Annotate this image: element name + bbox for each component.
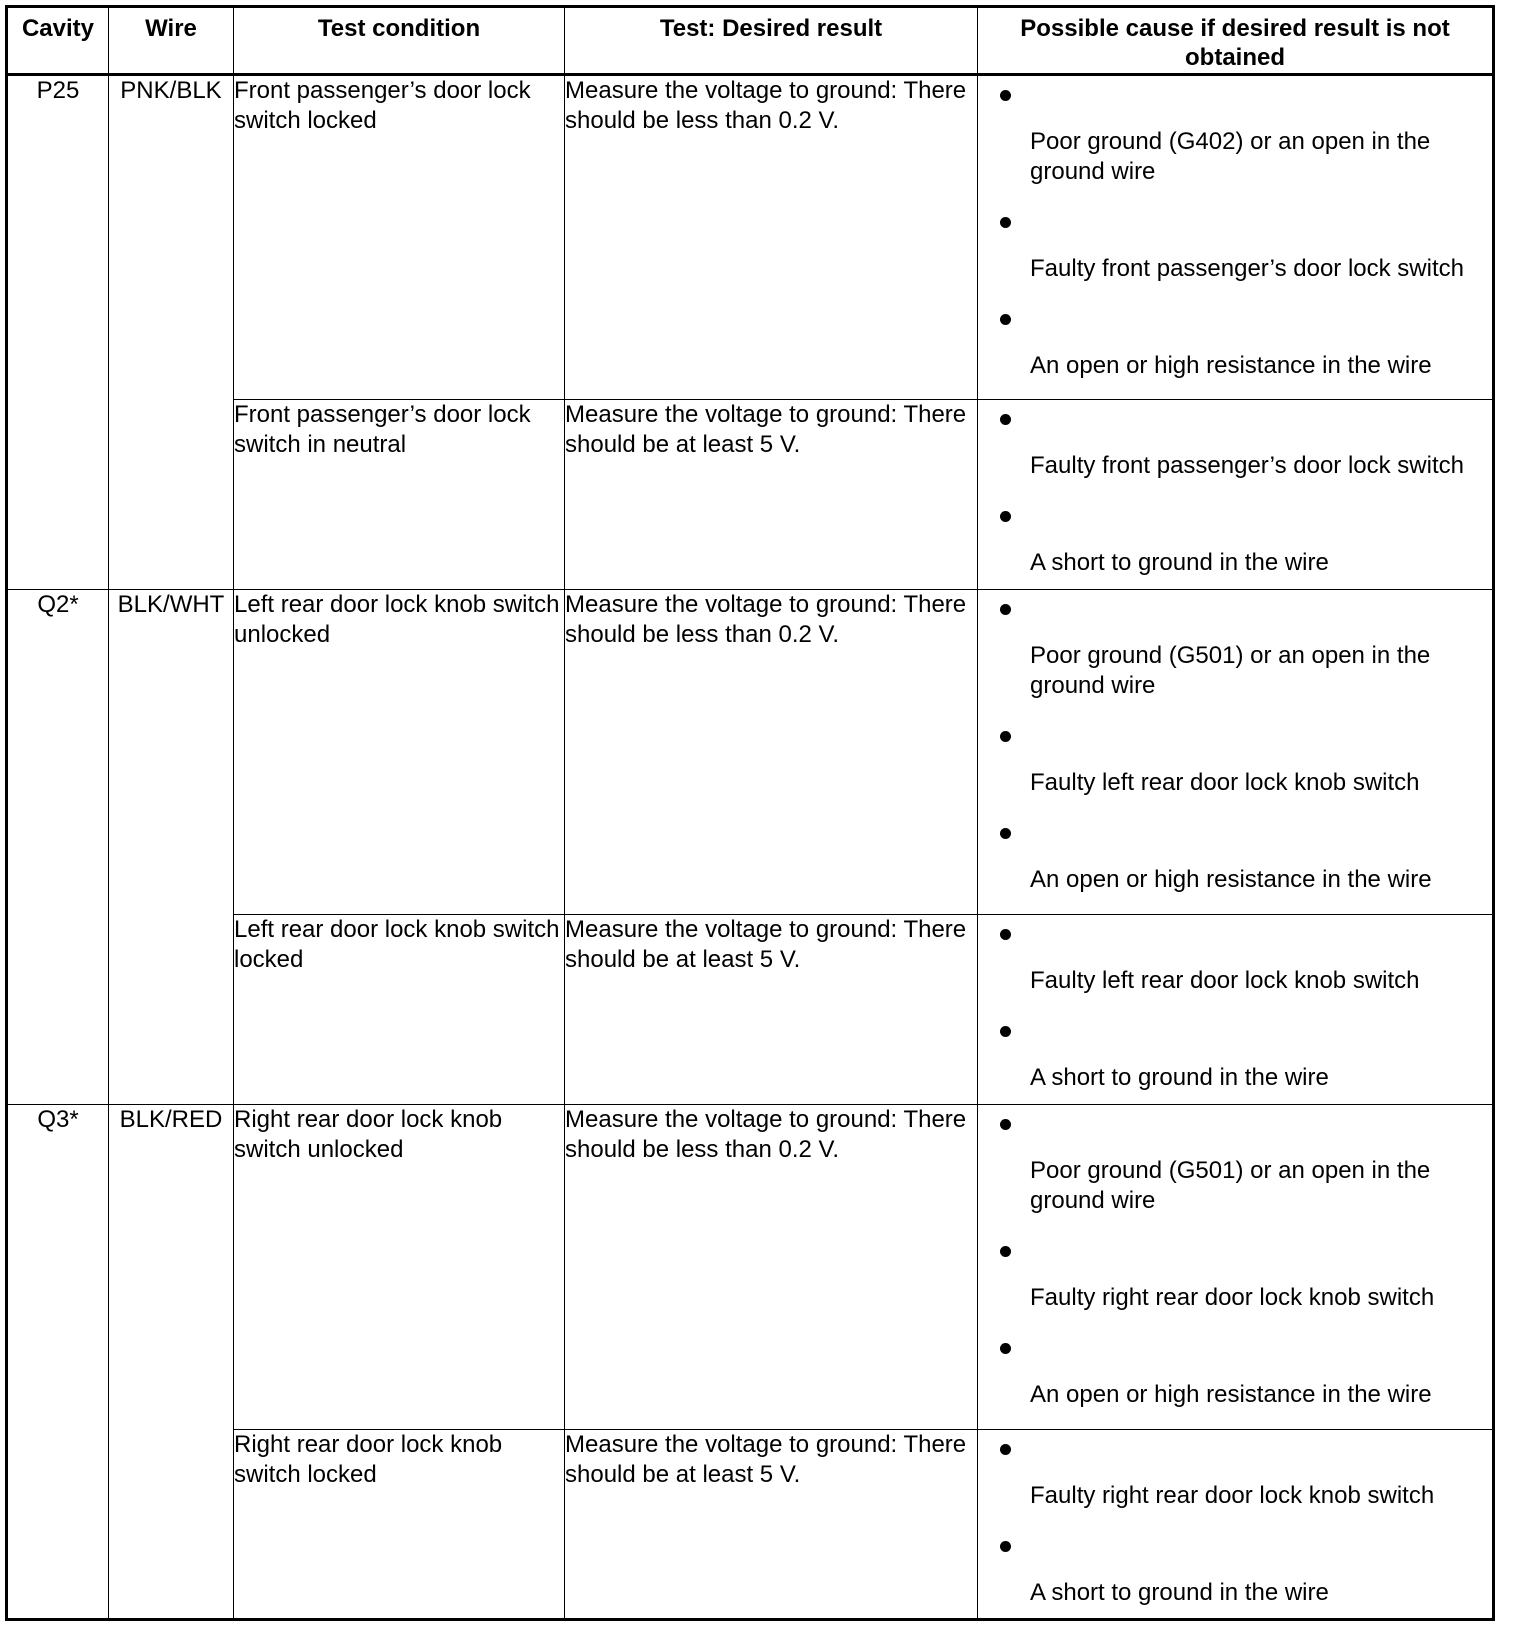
test-condition-cell: Front passenger’s door lock switch locked bbox=[234, 75, 565, 400]
cause-text: Faulty right rear door lock knob switch bbox=[1030, 1482, 1435, 1509]
header-wire: Wire bbox=[109, 7, 234, 75]
bullet-icon bbox=[1000, 1026, 1011, 1037]
cause-list-item bbox=[978, 1216, 1492, 1313]
cause-text: Faulty front passenger’s door lock switch bbox=[1030, 255, 1464, 282]
table-row bbox=[7, 590, 1494, 915]
bullet-icon bbox=[1000, 511, 1011, 522]
desired-result-cell: Measure the voltage to ground: There should be at least 5 V. bbox=[565, 1430, 978, 1620]
cause-list-item bbox=[978, 481, 1492, 578]
desired-result-cell: Measure the voltage to ground: There should be at least 5 V. bbox=[565, 400, 978, 590]
cause-list-item bbox=[978, 284, 1492, 381]
cause-list-item bbox=[978, 76, 1492, 187]
possible-cause-cell bbox=[978, 400, 1494, 590]
desired-result-cell: Measure the voltage to ground: There should be less than 0.2 V. bbox=[565, 75, 978, 400]
cause-list-item bbox=[978, 1511, 1492, 1608]
possible-cause-cell bbox=[978, 590, 1494, 915]
test-condition-cell: Left rear door lock knob switch unlocked bbox=[234, 590, 565, 915]
cause-text: Faulty front passenger’s door lock switch bbox=[1030, 452, 1464, 479]
cause-text: A short to ground in the wire bbox=[1030, 1579, 1329, 1606]
header-possible-cause: Possible cause if desired result is not obtained bbox=[978, 7, 1494, 75]
bullet-icon bbox=[1000, 1444, 1011, 1455]
cause-text: A short to ground in the wire bbox=[1030, 1064, 1329, 1091]
header-test-condition: Test condition bbox=[234, 7, 565, 75]
cavity-cell: P25 bbox=[7, 75, 109, 590]
test-condition-cell: Front passenger’s door lock switch in neutral bbox=[234, 400, 565, 590]
possible-cause-cell bbox=[978, 1430, 1494, 1620]
test-condition-cell: Left rear door lock knob switch locked bbox=[234, 915, 565, 1105]
cause-list-item bbox=[978, 590, 1492, 701]
wire-cell: BLK/RED bbox=[109, 1105, 234, 1620]
cavity-cell: Q3* bbox=[7, 1105, 109, 1620]
header-row bbox=[7, 7, 1494, 75]
desired-result-cell: Measure the voltage to ground: There should be less than 0.2 V. bbox=[565, 590, 978, 915]
diagnostic-table bbox=[5, 5, 1495, 1621]
cause-text: An open or high resistance in the wire bbox=[1030, 352, 1432, 379]
bullet-icon bbox=[1000, 1343, 1011, 1354]
cause-text: Faulty left rear door lock knob switch bbox=[1030, 769, 1420, 796]
bullet-icon bbox=[1000, 414, 1011, 425]
bullet-icon bbox=[1000, 1119, 1011, 1130]
wire-cell: BLK/WHT bbox=[109, 590, 234, 1105]
cause-text: An open or high resistance in the wire bbox=[1030, 1381, 1432, 1408]
table-row bbox=[7, 1105, 1494, 1430]
cause-list-item bbox=[978, 996, 1492, 1093]
bullet-icon bbox=[1000, 1541, 1011, 1552]
cause-list-item bbox=[978, 701, 1492, 798]
cause-text: Poor ground (G402) or an open in the ground wire bbox=[1030, 128, 1431, 185]
possible-cause-cell bbox=[978, 1105, 1494, 1430]
cause-list-item bbox=[978, 400, 1492, 481]
cause-text: A short to ground in the wire bbox=[1030, 549, 1329, 576]
table-body bbox=[7, 75, 1494, 1620]
cause-list-item bbox=[978, 915, 1492, 996]
possible-cause-cell bbox=[978, 75, 1494, 400]
header-desired-result: Test: Desired result bbox=[565, 7, 978, 75]
wire-cell: PNK/BLK bbox=[109, 75, 234, 590]
cause-text: An open or high resistance in the wire bbox=[1030, 866, 1432, 893]
bullet-icon bbox=[1000, 217, 1011, 228]
bullet-icon bbox=[1000, 828, 1011, 839]
desired-result-cell: Measure the voltage to ground: There should be at least 5 V. bbox=[565, 915, 978, 1105]
possible-cause-cell bbox=[978, 915, 1494, 1105]
test-condition-cell: Right rear door lock knob switch unlocked bbox=[234, 1105, 565, 1430]
test-condition-cell: Right rear door lock knob switch locked bbox=[234, 1430, 565, 1620]
cause-text: Poor ground (G501) or an open in the ground wire bbox=[1030, 642, 1431, 699]
bullet-icon bbox=[1000, 731, 1011, 742]
cause-list-item bbox=[978, 1105, 1492, 1216]
bullet-icon bbox=[1000, 1246, 1011, 1257]
bullet-icon bbox=[1000, 604, 1011, 615]
bullet-icon bbox=[1000, 90, 1011, 101]
table-row bbox=[7, 75, 1494, 400]
cause-list-item bbox=[978, 187, 1492, 284]
cause-list-item bbox=[978, 1430, 1492, 1511]
bullet-icon bbox=[1000, 929, 1011, 940]
cause-text: Poor ground (G501) or an open in the ground wire bbox=[1030, 1157, 1431, 1214]
cavity-cell: Q2* bbox=[7, 590, 109, 1105]
bullet-icon bbox=[1000, 314, 1011, 325]
cause-list-item bbox=[978, 798, 1492, 895]
header-cavity: Cavity bbox=[7, 7, 109, 75]
cause-list-item bbox=[978, 1313, 1492, 1410]
desired-result-cell: Measure the voltage to ground: There should be less than 0.2 V. bbox=[565, 1105, 978, 1430]
cause-text: Faulty left rear door lock knob switch bbox=[1030, 967, 1420, 994]
cause-text: Faulty right rear door lock knob switch bbox=[1030, 1284, 1435, 1311]
